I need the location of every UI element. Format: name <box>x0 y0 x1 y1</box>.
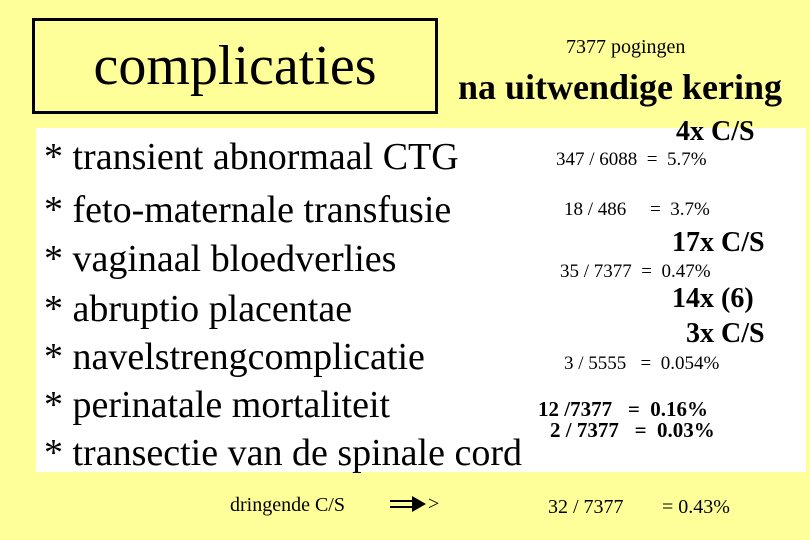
stat-bloedverlies: 35 / 7377 = 0.47% <box>560 261 711 282</box>
item-ctg: * transient abnormaal CTG <box>44 136 459 178</box>
stat-ctg: 347 / 6088 = 5.7% <box>556 149 707 170</box>
item-navelstreng: * navelstrengcomplicatie <box>44 336 425 378</box>
subtitle-small: 7377 pogingen <box>566 36 686 58</box>
subtitle: na uitwendige kering <box>458 67 783 107</box>
abruptio-cs-annotation: 3x C/S <box>686 318 765 349</box>
item-abruptio: * abruptio placentae <box>44 288 353 330</box>
bloedverlies-cs-annotation: 17x C/S <box>672 227 765 258</box>
stat-transfusie: 18 / 486 = 3.7% <box>564 199 710 220</box>
item-bloedverlies: * vaginaal bloedverlies <box>44 238 397 280</box>
footer-arrow <box>390 492 439 516</box>
item-transfusie: * feto-maternale transfusie <box>44 189 452 231</box>
item-spinale: * transectie van de spinale cord <box>44 432 522 474</box>
footer-percent: = 0.43% <box>662 496 730 518</box>
title: complicaties <box>93 35 377 97</box>
footer-arrow-suffix: > <box>428 492 440 515</box>
stat-spinale: 2 / 7377 = 0.03% <box>550 418 715 442</box>
title-box <box>32 18 438 114</box>
stat-mortaliteit: 12 /7377 = 0.16% <box>538 397 709 421</box>
footer-ratio: 32 / 7377 <box>548 496 624 518</box>
footer-label: dringende C/S <box>230 494 345 516</box>
ctg-cs-annotation: 4x C/S <box>676 116 755 147</box>
stat-navelstreng: 3 / 5555 = 0.054% <box>564 353 720 374</box>
abruptio-annotation: 14x (6) <box>672 283 754 314</box>
item-mortaliteit: * perinatale mortaliteit <box>44 384 391 426</box>
